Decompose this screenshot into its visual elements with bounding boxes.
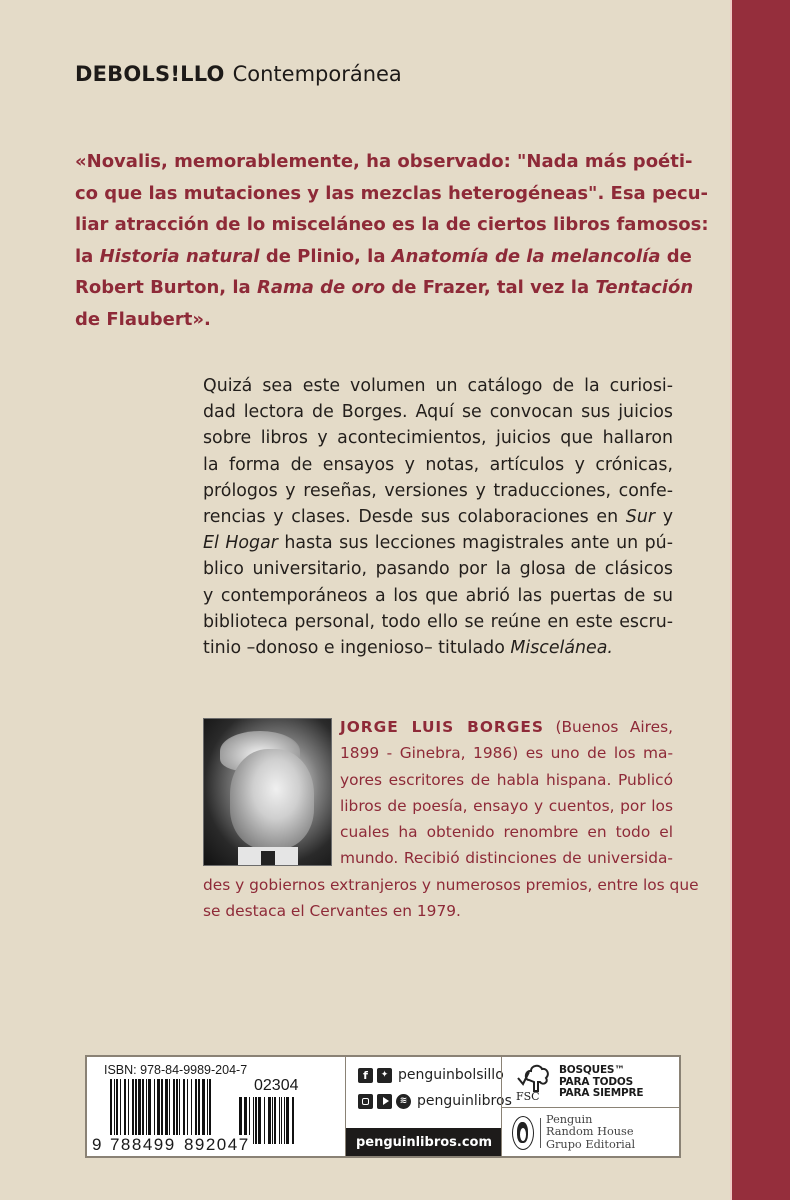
quote-line: co que las mutaciones y las mezclas heterogéneas". Esa pecu- (75, 182, 709, 204)
bio-line: 1899 - Ginebra, 1986) es uno de los ma- (340, 744, 673, 763)
fsc-logo (502, 1057, 680, 1108)
social-handle[interactable]: penguinbolsillo (398, 1067, 504, 1083)
bio-right-column (340, 714, 673, 872)
synopsis-text (203, 373, 673, 661)
photo-tie (261, 851, 275, 865)
bio-line: se destaca el Cervantes en 1979. (203, 902, 461, 921)
ean-barcode (110, 1079, 212, 1141)
quote-line: la Historia natural de Plinio, la Anatomía de la melancolía de (75, 245, 692, 267)
isbn-area (87, 1057, 345, 1156)
bio-line: JORGE LUIS BORGES (Buenos Aires, (340, 718, 673, 736)
quote-line: «Novalis, memorablemente, ha observado: "Nada más poéti- (75, 151, 693, 172)
publisher-name: Penguin Random House Grupo Editorial (546, 1113, 636, 1151)
synopsis-line: y contemporáneos a los que abrió las puertas de su (203, 585, 673, 606)
synopsis-line: sobre libros y acontecimientos, juicios que hallaron (203, 428, 673, 449)
synopsis-line: biblioteca personal, todo ello se reúne en este escru- (203, 611, 673, 632)
barcode-group-2: 892047 (183, 1135, 250, 1154)
facebook-icon[interactable]: f (358, 1068, 373, 1083)
quote-line: Robert Burton, la Rama de oro de Frazer, tal vez la Tentación (75, 277, 694, 298)
barcode-group-1: 788499 (109, 1135, 176, 1154)
publisher-logo (502, 1108, 680, 1156)
book-spine (732, 0, 790, 1200)
synopsis-line: la forma de ensayos y notas, artículos y crónicas, (203, 454, 673, 475)
synopsis-line: rencias y clases. Desde sus colaboraciones en Sur y (203, 507, 673, 528)
back-cover-footer (85, 1055, 681, 1158)
barcode-digits (92, 1135, 251, 1155)
social-row-bolsillo[interactable] (358, 1067, 504, 1083)
bio-line: des y gobiernos extranjeros y numerosos premios, entre los que (203, 876, 699, 894)
publisher-brand: DEBOLS!LLO (75, 62, 225, 86)
fsc-tree-icon (516, 1062, 552, 1092)
pull-quote (75, 146, 709, 335)
website-link[interactable]: penguinlibros.com (346, 1128, 502, 1156)
synopsis-line: blico universitario, pasando por la glosa de clásicos (203, 559, 673, 580)
addon-code: 02304 (254, 1077, 299, 1094)
isbn-label: ISBN: 978-84-9989-204-7 (104, 1063, 248, 1077)
author-photo (203, 718, 332, 866)
quote-line: de Flaubert». (75, 308, 211, 330)
collection-name: Contemporánea (232, 62, 402, 86)
synopsis-line: prólogos y reseñas, versiones y traducciones, confe- (203, 480, 673, 501)
synopsis-line: Quizá sea este volumen un catálogo de la curiosi- (203, 376, 673, 396)
social-row-libros[interactable] (358, 1093, 512, 1109)
bio-full-width (203, 872, 699, 925)
youtube-icon[interactable] (377, 1094, 392, 1109)
penguin-icon (512, 1116, 534, 1150)
photo-face (230, 749, 314, 849)
instagram-icon[interactable] (358, 1094, 373, 1109)
social-handle[interactable]: penguinlibros (417, 1093, 512, 1109)
synopsis-line: El Hogar hasta sus lecciones magistrales ante un pú- (203, 533, 673, 554)
author-name: JORGE LUIS BORGES (340, 718, 545, 736)
series-header (75, 62, 402, 86)
social-area (345, 1057, 512, 1156)
twitter-icon[interactable]: ✦ (377, 1068, 392, 1083)
bio-line: mundo. Recibió distinciones de universida- (340, 849, 673, 868)
fsc-label: FSC (516, 1090, 540, 1103)
bio-line: libros de poesía, ensayo y cuentos, por los (340, 796, 673, 815)
bio-line: cuales ha obtenido renombre en todo el (340, 823, 673, 842)
synopsis-line: dad lectora de Borges. Aquí se convocan sus juicios (203, 402, 673, 423)
synopsis-line: tinio –donoso e ingenioso– titulado Miscelánea. (203, 638, 613, 659)
quote-line: liar atracción de lo misceláneo es la de ciertos libros famosos: (75, 214, 709, 235)
fsc-slogan: BOSQUES™ PARA TODOS PARA SIEMPRE (559, 1064, 644, 1099)
logo-divider (540, 1118, 541, 1148)
logos-area (501, 1057, 680, 1156)
bio-line: yores escritores de habla hispana. Publicó (340, 770, 673, 789)
barcode-first-digit: 9 (92, 1135, 103, 1154)
spotify-icon[interactable]: ≋ (396, 1094, 411, 1109)
